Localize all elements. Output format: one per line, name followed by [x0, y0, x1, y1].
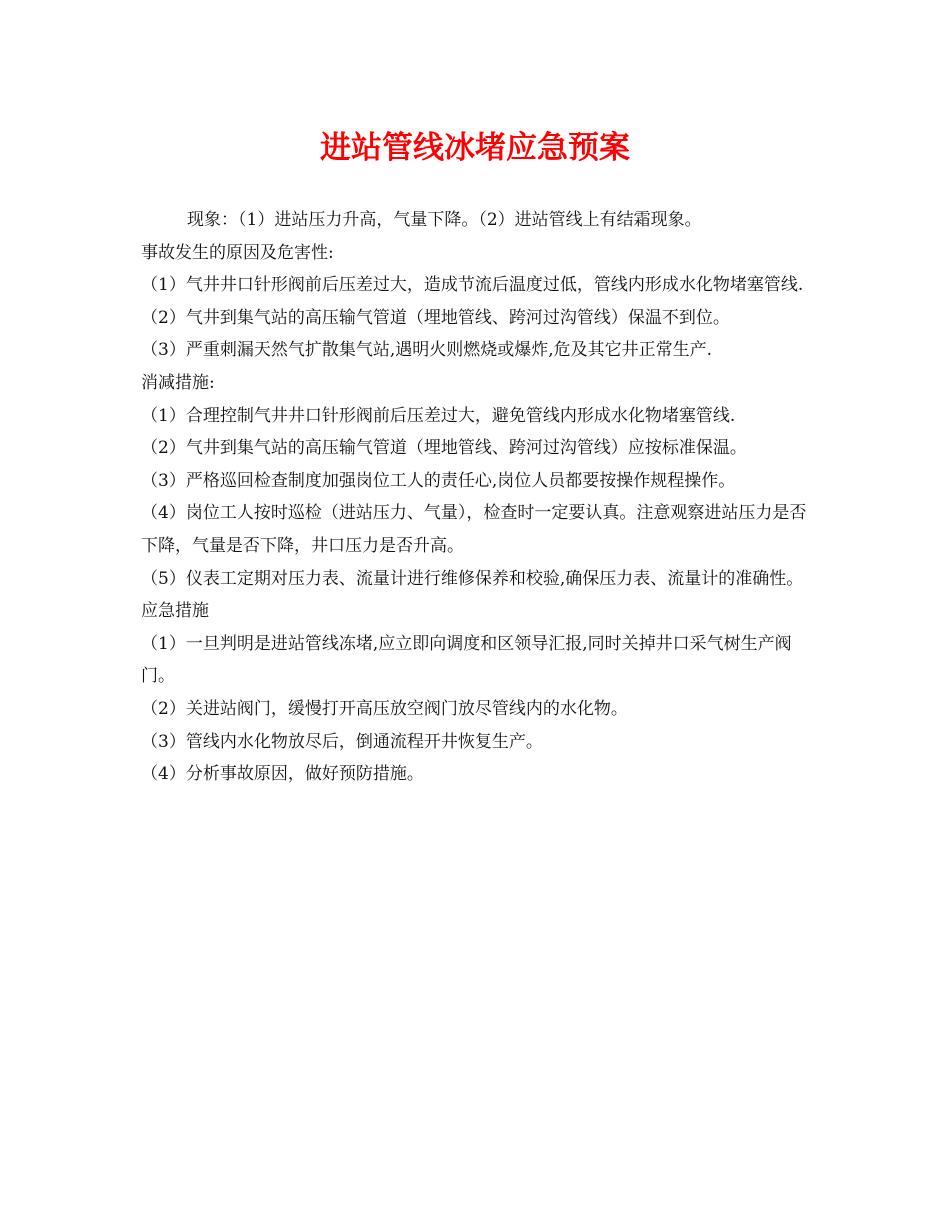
paragraph-mitigation-1: （1）合理控制气井井口针形阀前后压差过大，避免管线内形成水化物堵塞管线. — [141, 405, 736, 426]
paragraph-emergency-4: （4）分析事故原因，做好预防措施。 — [141, 764, 424, 785]
paragraph-mitigation-4: （4）岗位工人按时巡检（进站压力、气量），检查时一定要认真。注意观察进站压力是否下降，气量是否下降，井口压力是否升高。 — [141, 503, 807, 556]
heading-mitigation: 消减措施: — [141, 372, 215, 393]
paragraph-mitigation-3: （3）严格巡回检查制度加强岗位工人的责任心,岗位人员都要按操作规程操作。 — [141, 470, 736, 491]
paragraph-mitigation-2: （2）气井到集气站的高压输气管道（埋地管线、跨河过沟管线）应按标准保温。 — [141, 438, 747, 459]
paragraph-mitigation-5: （5）仪表工定期对压力表、流量计进行维修保养和校验,确保压力表、流量计的准确性。 — [141, 568, 804, 589]
heading-emergency: 应急措施 — [141, 601, 209, 622]
heading-causes: 事故发生的原因及危害性: — [141, 242, 334, 263]
paragraph-cause-1: （1）气井井口针形阀前后压差过大，造成节流后温度过低，管线内形成水化物堵塞管线. — [141, 275, 804, 296]
document-body — [141, 204, 815, 791]
paragraph-emergency-1: （1）一旦判明是进站管线冻堵,应立即向调度和区领导汇报,同时关掉井口采气树生产阀门。 — [141, 633, 792, 687]
paragraph-cause-3: （3）严重刺漏天然气扩散集气站,遇明火则燃烧或爆炸,危及其它井正常生产. — [141, 340, 713, 361]
paragraph-cause-2: （2）气井到集气站的高压输气管道（埋地管线、跨河过沟管线）保温不到位。 — [141, 307, 730, 328]
paragraph-emergency-2: （2）关进站阀门，缓慢打开高压放空阀门放尽管线内的水化物。 — [141, 698, 628, 719]
paragraph-phenomenon: 现象：（1）进站压力升高，气量下降。（2）进站管线上有结霜现象。 — [187, 210, 702, 230]
document-title: 进站管线冰堵应急预案 — [320, 130, 630, 166]
paragraph-emergency-3: （3）管线内水化物放尽后，倒通流程开井恢复生产。 — [141, 731, 543, 752]
